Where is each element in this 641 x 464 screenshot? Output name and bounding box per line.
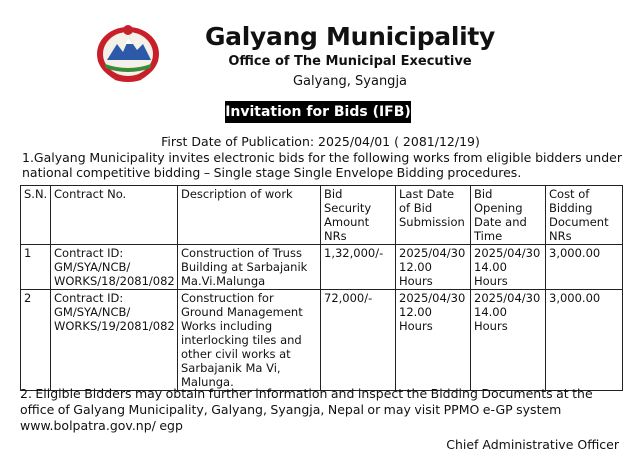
intro-paragraph: 1.Galyang Municipality invites electronic bids for the following works from eligible bidders under national competitive bidding – Single stage Single Envelope Bidding procedures. — [22, 150, 622, 180]
cell-cost: 3,000.00 — [546, 290, 623, 391]
signoff: Chief Administrative Officer — [446, 437, 619, 452]
header-contract-no: Contract No. — [51, 186, 178, 245]
header-sn: S.N. — [21, 186, 51, 245]
cell-opening: 2025/04/30 14.00 Hours — [471, 245, 546, 290]
header-bid-security: Bid Security Amount NRs — [321, 186, 396, 245]
cell-opening: 2025/04/30 14.00 Hours — [471, 290, 546, 391]
office-location: Galyang, Syangja — [292, 74, 408, 89]
office-subtitle: Office of The Municipal Executive — [228, 54, 472, 69]
cell-contract-no: Contract ID: GM/SYA/NCB/ WORKS/19/2081/082 — [51, 290, 178, 391]
nepal-emblem-icon — [93, 20, 163, 84]
page-title: Galyang Municipality — [204, 22, 496, 51]
cell-bid-security: 72,000/- — [321, 290, 396, 391]
cell-contract-no: Contract ID: GM/SYA/NCB/ WORKS/18/2081/082 — [51, 245, 178, 290]
cell-last-date: 2025/04/30 12.00 Hours — [396, 290, 471, 391]
cell-description: Construction for Ground Management Works including interlocking tiles and other civil works at Sarbajanik Ma Vi, Malunga. — [178, 290, 321, 391]
cell-sn: 2 — [21, 290, 51, 391]
table-row — [21, 245, 623, 290]
header-opening: Bid Opening Date and Time — [471, 186, 546, 245]
header-description: Description of work — [178, 186, 321, 245]
cell-last-date: 2025/04/30 12.00 Hours — [396, 245, 471, 290]
bids-table — [20, 185, 623, 391]
header-cost: Cost of Bidding Document NRs — [546, 186, 623, 245]
cell-bid-security: 1,32,000/- — [321, 245, 396, 290]
cell-description: Construction of Truss Building at Sarbajanik Ma.Vi.Malunga — [178, 245, 321, 290]
publication-date: First Date of Publication: 2025/04/01 ( 2081/12/19) — [161, 134, 480, 149]
cell-sn: 1 — [21, 245, 51, 290]
ifb-banner: Invitation for Bids (IFB) — [225, 101, 411, 123]
footer-paragraph: 2. Eligible Bidders may obtain further information and inspect the Bidding Documents at the office of Galyang Municipality, Galyang, Syangja, Nepal or may visit PPMO e-GP system www.bolpatra.gov.np/ egp — [20, 386, 593, 433]
table-row — [21, 290, 623, 391]
cell-cost: 3,000.00 — [546, 245, 623, 290]
header-last-date: Last Date of Bid Submission — [396, 186, 471, 245]
table-header-row — [21, 186, 623, 245]
